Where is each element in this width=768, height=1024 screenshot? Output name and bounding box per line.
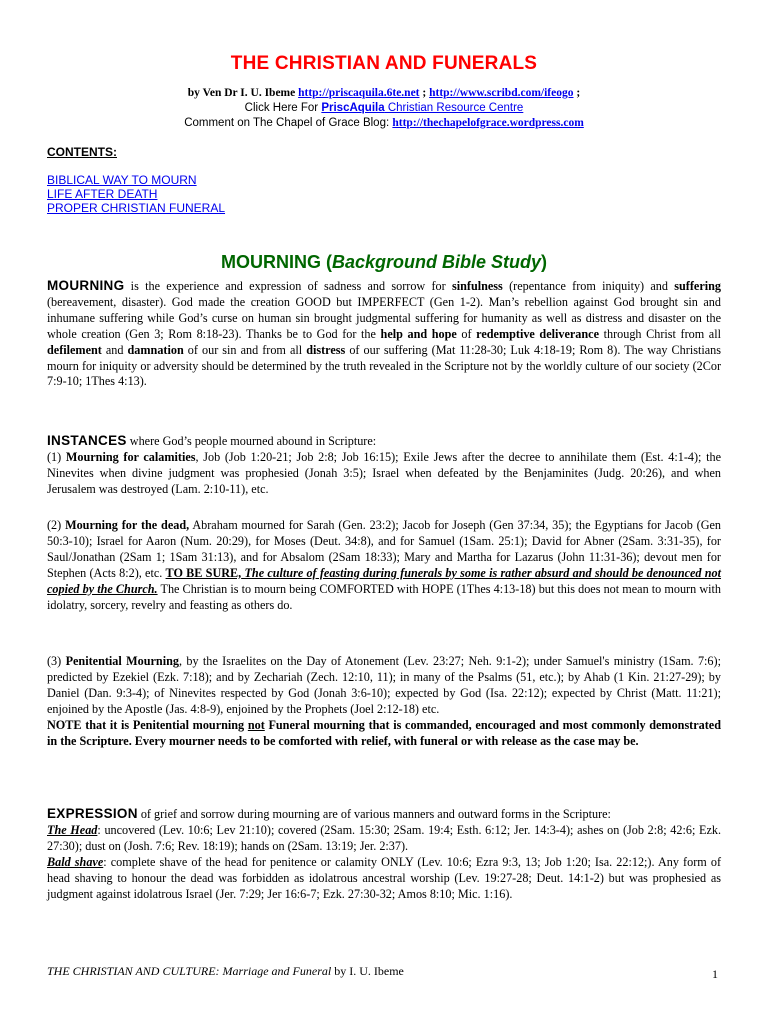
note-bold: NOTE that it is Penitential mourning — [47, 717, 248, 732]
contents-heading: CONTENTS: — [47, 145, 117, 159]
page-footer — [47, 964, 404, 979]
paragraph-mourning — [47, 278, 721, 390]
text: of grief and sorrow during mourning are of various manners and outward forms in the Scripture: — [137, 807, 611, 821]
resource-centre-link[interactable] — [321, 102, 523, 114]
bold-term: Penitential Mourning — [65, 654, 179, 668]
byline — [0, 86, 768, 100]
text: where God’s people mourned abound in Scripture: — [126, 434, 377, 448]
text: (2) — [47, 518, 66, 532]
text: and — [101, 342, 128, 357]
bold-term: redemptive deliverance — [476, 326, 599, 341]
text: The Christian is to mourn being COMFORTED with HOPE (1Thes 4:13-18) but this does not mean to mourn with idolatry, sorcery, revelry and feasting as others do. — [47, 581, 721, 612]
text: (bereavement, disaster). God made the creation GOOD but IMPERFECT (Gen 1-2). Man’s rebellion against God brought sin and inhumane suffering while God’s curse on human sin brought judgmental suffering for humanity as well as distress and disaster on the whole creation (Gen 3; Rom 8:18-23). Thanks be to God for the — [47, 294, 721, 341]
text: of our suffering (Mat 11:28-30; Luk 4:18-19; Rom 8). The way Christians mourn for iniquity or adversity should be determined by the truth revealed in the Scripture not by the worldly culture of our society (2Cor 7:9-10; 1Thes 4:13). — [47, 342, 721, 389]
text: (repentance from iniquity) and — [502, 279, 675, 293]
paragraph-expression — [47, 806, 721, 902]
bold-underline-term: TO BE SURE, — [165, 565, 242, 580]
lead-mourning: MOURNING — [47, 278, 125, 293]
subhead-the-head: The Head — [47, 822, 98, 837]
toc-link-proper-funeral[interactable]: PROPER CHRISTIAN FUNERAL — [47, 201, 226, 215]
blog-link[interactable]: http://thechapelofgrace.wordpress.com — [392, 117, 584, 129]
toc-link-life-after-death[interactable]: LIFE AFTER DEATH — [47, 187, 158, 201]
subhead-bald-shave: Bald shave — [47, 854, 104, 869]
paragraph-mourning-dead — [47, 518, 721, 613]
bold-term: Mourning for the dead, — [65, 518, 190, 532]
document-title: THE CHRISTIAN AND FUNERALS — [230, 53, 538, 74]
text: of our sin and from all — [183, 342, 307, 357]
section-title-main: MOURNING ( — [220, 252, 332, 272]
footer-author: by I. U. Ibeme — [331, 964, 404, 978]
priscaquila-link[interactable]: http://priscaquila.6te.net — [298, 87, 420, 99]
text: is the experience and expression of sadness and sorrow for — [124, 279, 452, 293]
section-title-end: ) — [541, 252, 548, 272]
paragraph-penitential — [47, 654, 721, 749]
bold-term: Mourning for calamities — [65, 449, 196, 464]
clickline-prefix: Click Here For — [244, 102, 322, 114]
page-number: 1 — [712, 967, 718, 981]
bold-term: defilement — [47, 342, 102, 357]
section-title — [0, 252, 768, 273]
resource-centre-link-rest: Christian Resource Centre — [384, 102, 524, 114]
text: , Job (Job 1:20-21; Job 2:8; Job 16:15); Exile Jews after the decree to annihilate them (Est. 4:1-4); the Ninevites when divine judgment was prophesied (Jonah 3:5); Israel when defeated by the Benjaminites (Judg. 20:26), and when Jerusalem was destroyed (Lam. 2:10-11), etc. — [47, 449, 722, 496]
byline-prefix: by Ven Dr I. U. Ibeme — [187, 87, 299, 99]
resource-centre-line — [0, 101, 768, 115]
bold-term: damnation — [127, 342, 184, 357]
scribd-link[interactable]: http://www.scribd.com/ifeogo — [429, 87, 574, 99]
text: Abraham mourned for Sarah (Gen. 23:2); Jacob for Joseph (Gen 37:34, 35); the Egyptians for Jacob (Gen 50:3-10); Israel for Aaron (Num. 20:29), for Moses (Deut. 34:8), and for Samuel (1Sam. 25:1); David for Abner (2Sam. 3:31-35), for Saul/Jonathan (2Sam 1; 1Sam 31:13), and for Absalom (2Sam 18:33); Mary and Martha for Lazarus (John 11:31-36); devout men for Stephen (Acts 8:2), etc. — [47, 518, 722, 580]
note-bold: Funeral mourning that is commanded, encouraged and most commonly demonstrated in the Scripture. Every mourner needs to be comforted with relief, with funeral or with release as the case may be. — [47, 717, 721, 748]
footer-title: THE CHRISTIAN AND CULTURE: Marriage and Funeral — [47, 964, 332, 978]
section-title-italic: Background Bible Study — [331, 252, 542, 272]
paragraph-instances — [47, 433, 721, 498]
resource-centre-link-bold: PriscAquila — [321, 102, 385, 114]
text: (3) — [47, 654, 66, 668]
bold-italic-underline-term: The culture of feasting during funerals by some is rather absurd and should be denounced not copied by the Church. — [47, 565, 722, 596]
lead-instances: INSTANCES — [47, 433, 127, 448]
text: (1) — [47, 449, 66, 464]
text: through Christ from all — [599, 326, 721, 341]
bold-term: help and hope — [380, 326, 457, 341]
bold-term: sinfulness — [451, 279, 503, 293]
lead-expression: EXPRESSION — [47, 806, 138, 821]
text: , by the Israelites on the Day of Atonement (Lev. 23:27; Neh. 9:1-2); under Samuel's ministry (1Sam. 7:6); predicted by Ezekiel (Ezk. 7:18); and by Zechariah (Zech. 12:10, 11); in many of the Psalms (51, etc.); by Ahab (1 Kin. 21:27-29); by Daniel (Dan. 9:3-4); of Ninevites respected by God (Jonah 3:6-10); expected by God (Isa. 22:12); expected by Christ (Matt. 11:21); enjoined by the Apostle (Jas. 4:8-9), enjoined by the Prophets (Joel 2:12-18) etc. — [47, 654, 721, 716]
note-underline: not — [247, 717, 265, 732]
byline-suffix: ; — [573, 87, 581, 99]
blogline-prefix: Comment on The Chapel of Grace Blog: — [184, 117, 393, 129]
blog-line — [0, 116, 768, 130]
bold-term: suffering — [674, 279, 721, 293]
text: : complete shave of the head for penitence or calamity ONLY (Lev. 10:6; Ezra 9:3, 13; Job 1:20; Isa. 22:12;). Any form of head shaving to honour the dead was forbidden as idolatrous ancestral worship (Lev. 19:27-28; Deut. 14:1-2) but was prophesied as judgment against idolatrous Israel (Jer. 7:29; Jer 16:6-7; Ezk. 27:30-32; Amos 8:10; Mic. 1:16). — [47, 854, 721, 901]
bold-term: distress — [306, 342, 346, 357]
byline-sep: ; — [419, 87, 430, 99]
text: : uncovered (Lev. 10:6; Lev 21:10); covered (2Sam. 15:30; 2Sam. 19:4; Esth. 6:12; Jer. 14:3-4); ashes on (Job 2:8; 42:6; Ezk. 27:30); dust on (Josh. 7:6; Rev. 18:19); hands on (2Sam. 13:19; Jer. 2:37). — [47, 822, 721, 853]
text: of — [456, 326, 477, 341]
toc-link-biblical-way[interactable]: BIBLICAL WAY TO MOURN — [47, 173, 197, 187]
